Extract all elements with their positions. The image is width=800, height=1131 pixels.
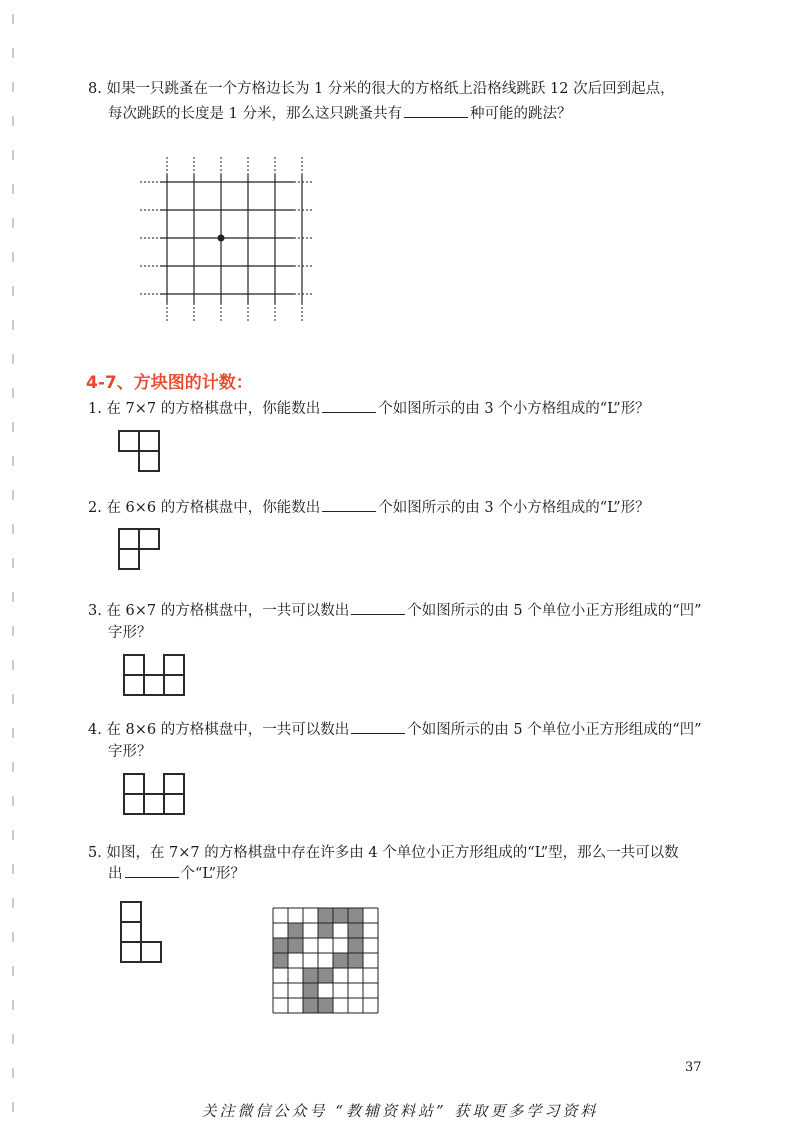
answer-blank[interactable] bbox=[351, 613, 405, 615]
question-text: 3. 在 6×7 的方格棋盘中，一共可以数出 bbox=[88, 603, 350, 619]
question-3 bbox=[88, 600, 702, 622]
question-3-line-2: 字形？ bbox=[108, 625, 152, 641]
question-text: 个如图所示的由 5 个单位小正方形组成的“凹” bbox=[407, 722, 702, 738]
start-point-dot bbox=[218, 235, 225, 242]
ao-shape-figure bbox=[123, 654, 185, 696]
question-5: 5. 如图，在 7×7 的方格棋盘中存在许多由 4 个单位小正方形组成的“L”型，那么一共可以数 bbox=[88, 845, 679, 861]
problem-8-line-2 bbox=[108, 103, 571, 125]
question-text: 个如图所示的由 5 个单位小正方形组成的“凹” bbox=[407, 603, 702, 619]
question-text: 1. 在 7×7 的方格棋盘中，你能数出 bbox=[88, 401, 321, 417]
problem-text: 每次跳跃的长度是 1 分米，那么这只跳蚤共有 bbox=[108, 106, 402, 122]
question-text: 2. 在 6×6 的方格棋盘中，你能数出 bbox=[88, 500, 321, 516]
question-1 bbox=[88, 398, 650, 420]
problem-text: 种可能的跳法？ bbox=[469, 106, 572, 122]
question-text: 个如图所示的由 3 个小方格组成的“L”形？ bbox=[378, 500, 650, 516]
flea-grid-figure bbox=[138, 155, 318, 325]
question-text: 个“L”形？ bbox=[180, 866, 245, 882]
answer-blank[interactable] bbox=[322, 510, 376, 512]
l-shape-3-figure bbox=[118, 430, 162, 472]
l-shape-4-figure bbox=[120, 901, 164, 963]
question-4-line-2: 字形？ bbox=[108, 744, 152, 760]
footer-note: 关注微信公众号 “教辅资料站” 获取更多学习资料 bbox=[201, 1102, 599, 1120]
chessboard-7x7-figure bbox=[272, 907, 380, 1015]
question-4 bbox=[88, 719, 702, 741]
question-5-line-2 bbox=[108, 863, 245, 885]
page-number: 37 bbox=[685, 1060, 702, 1075]
ao-shape-figure-2 bbox=[123, 773, 185, 815]
question-2 bbox=[88, 497, 650, 519]
answer-blank[interactable] bbox=[125, 876, 179, 878]
question-text: 4. 在 8×6 的方格棋盘中，一共可以数出 bbox=[88, 722, 350, 738]
question-text: 出 bbox=[108, 866, 123, 882]
answer-blank[interactable] bbox=[351, 732, 405, 734]
binding-holes bbox=[0, 0, 26, 1131]
problem-number: 8. bbox=[88, 81, 102, 97]
l-shape-3-figure-alt bbox=[118, 528, 162, 570]
answer-blank[interactable] bbox=[404, 116, 468, 118]
problem-8-line-1 bbox=[88, 78, 675, 100]
problem-text: 如果一只跳蚤在一个方格边长为 1 分米的很大的方格纸上沿格线跳跃 12 次后回到起点， bbox=[106, 81, 675, 97]
answer-blank[interactable] bbox=[322, 411, 376, 413]
section-title: 4-7、方块图的计数： bbox=[86, 373, 253, 393]
question-text: 个如图所示的由 3 个小方格组成的“L”形？ bbox=[378, 401, 650, 417]
